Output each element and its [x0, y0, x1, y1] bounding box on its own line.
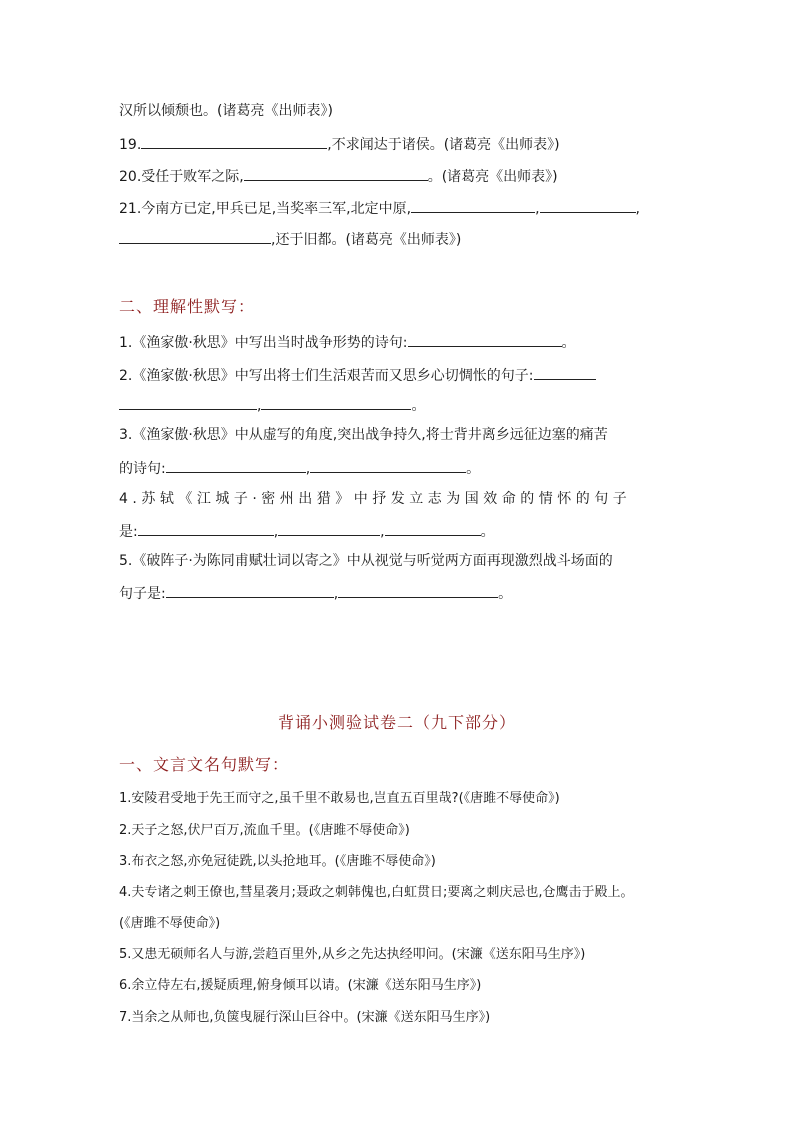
- answer-blank-20[interactable]: [244, 165, 428, 181]
- item-19-text: ,不求闻达于诸侯。(诸葛亮《出师表》): [327, 137, 560, 153]
- item-18-text: 汉所以倾颓也。(诸葛亮《出师表》): [119, 103, 333, 119]
- item-20-head: 20.受任于败军之际,: [119, 169, 244, 185]
- recitation-item-3: 3.布衣之怒,亦免冠徒跣,以头抢地耳。(《唐雎不辱使命》): [119, 854, 436, 869]
- separator: ,: [380, 524, 385, 540]
- terminator: 。: [561, 335, 576, 351]
- question-2-continued: [119, 394, 425, 416]
- section-heading-classical: 一、文言文名句默写：: [119, 755, 290, 774]
- item-19-number: 19.: [119, 137, 142, 153]
- answer-blank-q4a[interactable]: [138, 520, 274, 536]
- terminator: 。: [498, 586, 513, 602]
- question-3: [119, 425, 608, 445]
- question-5: [119, 551, 613, 571]
- answer-blank-q3a[interactable]: [166, 457, 306, 473]
- question-2-text: 2.《渔家傲·秋思》中写出将士们生活艰苦而又思乡心切惆怅的句子:: [119, 368, 534, 384]
- question-1-text: 1.《渔家傲·秋思》中写出当时战争形势的诗句:: [119, 335, 408, 351]
- item-19: [119, 133, 560, 155]
- recitation-item-4-source: (《唐雎不辱使命》): [119, 916, 221, 931]
- item-21-head: 21.今南方已定,甲兵已足,当奖率三军,北定中原,: [119, 201, 412, 217]
- separator: ,: [305, 461, 311, 477]
- question-2: [119, 364, 596, 386]
- recitation-item-5: 5.又患无硕师名人与游,尝趋百里外,从乡之先达执经叩问。(宋濂《送东阳马生序》): [119, 947, 586, 962]
- answer-blank-q4b[interactable]: [278, 520, 380, 536]
- recitation-item-7: 7.当余之从师也,负箧曳屣行深山巨谷中。(宋濂《送东阳马生序》): [119, 1010, 491, 1025]
- answer-blank-21a[interactable]: [411, 197, 535, 213]
- answer-blank-21c[interactable]: [119, 228, 271, 244]
- question-4-head: 是:: [119, 524, 138, 540]
- question-4-continued: [119, 520, 495, 542]
- answer-blank-19[interactable]: [141, 133, 327, 149]
- question-1: [119, 331, 576, 353]
- answer-blank-q2a[interactable]: [534, 364, 596, 380]
- section-heading-comprehension: 二、理解性默写：: [119, 297, 256, 316]
- question-5-continued: [119, 582, 512, 604]
- question-3-continued: [119, 457, 480, 479]
- answer-blank-21b[interactable]: [540, 197, 636, 213]
- separator: ,: [273, 524, 279, 540]
- answer-blank-q2b[interactable]: [119, 394, 257, 410]
- question-3-text: 3.《渔家傲·秋思》中从虚写的角度,突出战争持久,将士背井离乡远征边塞的痛苦: [119, 427, 608, 443]
- answer-blank-q2c[interactable]: [261, 394, 411, 410]
- terminator: 。: [411, 398, 426, 414]
- answer-blank-q4c[interactable]: [385, 520, 481, 536]
- answer-blank-q1[interactable]: [408, 331, 562, 347]
- answer-blank-q5a[interactable]: [166, 582, 334, 598]
- separator: ,: [635, 201, 640, 217]
- item-21-tail: ,还于旧都。(诸葛亮《出师表》): [271, 232, 462, 248]
- answer-blank-q5b[interactable]: [338, 582, 498, 598]
- question-5-text: 5.《破阵子·为陈同甫赋壮词以寄之》中从视觉与听觉两方面再现激烈战斗场面的: [119, 553, 613, 569]
- item-21: [119, 197, 640, 219]
- recitation-item-4: 4.夫专诸之刺王僚也,彗星袭月;聂政之刺韩傀也,白虹贯日;要离之刺庆忌也,仓鹰击于殿上。: [119, 885, 634, 900]
- question-4-text: 4.苏轼《江城子·密州出猎》中抒发立志为国效命的情怀的句子: [119, 491, 632, 507]
- item-20-tail: 。(诸葛亮《出师表》): [427, 169, 558, 185]
- recitation-item-6: 6.余立侍左右,援疑质理,俯身倾耳以请。(宋濂《送东阳马生序》): [119, 978, 482, 993]
- recitation-item-2: 2.天子之怒,伏尸百万,流血千里。(《唐雎不辱使命》): [119, 823, 410, 838]
- recitation-item-1: 1.安陵君受地于先王而守之,虽千里不敢易也,岂直五百里哉?(《唐雎不辱使命》): [119, 791, 560, 806]
- question-4: [119, 489, 631, 509]
- terminator: 。: [466, 461, 481, 477]
- item-20: [119, 165, 558, 187]
- item-18-tail: [119, 101, 333, 121]
- question-5-head: 句子是:: [119, 586, 166, 602]
- answer-blank-q3b[interactable]: [310, 457, 466, 473]
- test-paper-title: 背诵小测验试卷二（九下部分）: [277, 713, 516, 732]
- terminator: 。: [480, 524, 495, 540]
- question-3-head: 的诗句:: [119, 461, 166, 477]
- item-21-continued: [119, 228, 461, 250]
- separator: ,: [333, 586, 339, 602]
- separator: ,: [535, 201, 540, 217]
- separator: ,: [257, 398, 262, 414]
